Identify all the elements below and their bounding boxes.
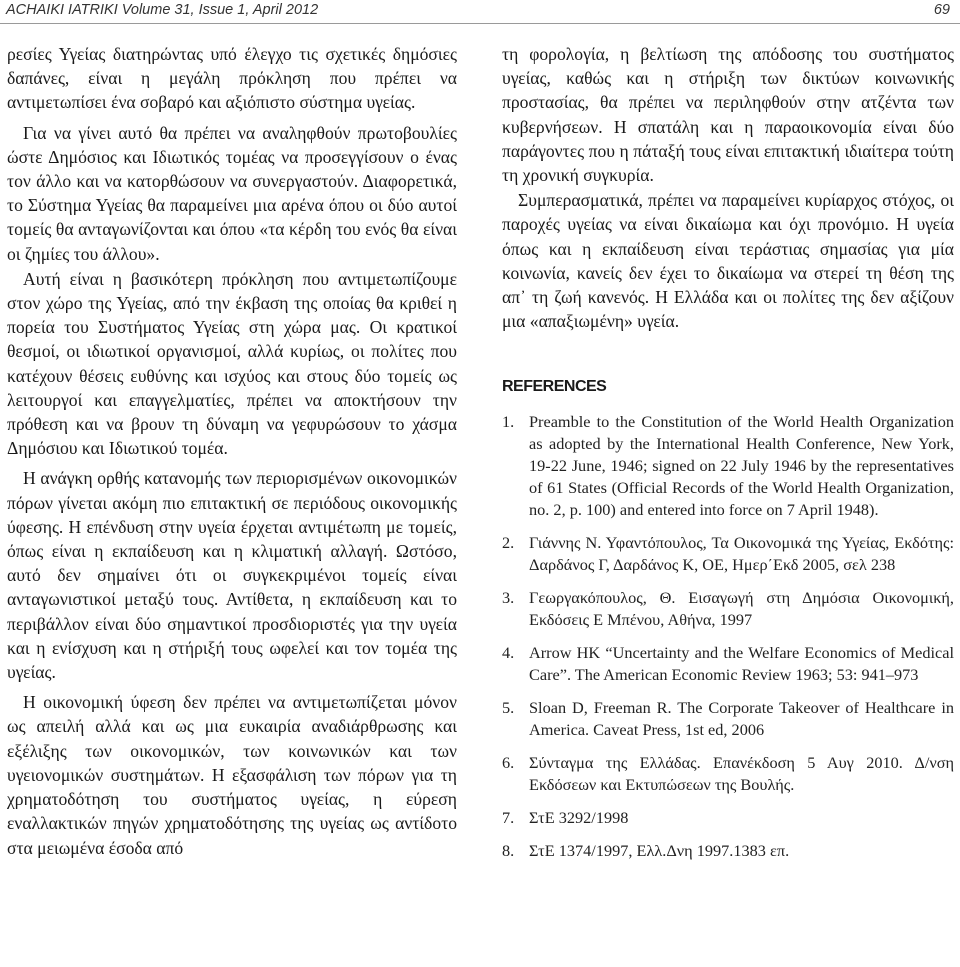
reference-number: 2. — [502, 533, 515, 553]
header-rule — [0, 23, 960, 24]
left-column — [7, 42, 457, 860]
paragraph: Συμπερασματικά, πρέπει να παραμείνει κυρίαρχος στόχος, οι παροχές υγείας να είναι δικαίωμα και όχι προνόμιο. Η υγεία όπως και η εκπαίδευση είναι τεράστιας σημασίας για μία κοινωνία, κανείς δεν έχει το δικαίωμα να στερεί τη θέση της απ᾽ τη ζωή κανενός. Η Ελλάδα και οι πολίτες της δεν αξίζουν μια «απαξιωμένη» υγεία. — [502, 190, 954, 332]
reference-number: 7. — [502, 808, 515, 828]
reference-item — [502, 411, 954, 521]
reference-text: Preamble to the Constitution of the World Health Organization as adopted by the International Health Conference, New York, 19-22 June, 1946; signed on 22 July 1946 by the representatives of 61 States (Official Records of the World Health Organization, no. 2, p. 100) and entered into force on 7 April 1948). — [529, 412, 954, 520]
reference-text: ΣτΕ 3292/1998 — [529, 808, 629, 828]
paragraph: Για να γίνει αυτό θα πρέπει να αναληφθούν πρωτοβουλίες ώστε Δημόσιος και Ιδιωτικός τομέας να προσεγγίσουν ο ένας τον άλλο και να κατορθώσουν να συνεργαστούν. Διαφορετικά, το Σύστημα Υγείας θα παραμείνει μια αρένα όπου οι δύο αυτοί τομείς θα ανταγωνίζονται και όπου «τα κέρδη του ενός θα είναι οι ζημίες του άλλου». — [7, 122, 457, 264]
reference-item — [502, 642, 954, 686]
reference-item — [502, 587, 954, 631]
paragraph: τη φορολογία, η βελτίωση της απόδοσης του συστήματος υγείας, καθώς και η στήριξη των δικτύων κοινωνικής προστασίας, θα πρέπει να περιληφθούν στην ατζέντα των κυβερνήσεων. Η σπατάλη και η παραοικονομία είναι δύο παράγοντες που η πάταξή τους είναι επιτακτική ιδιαίτερα τούτη τη χρονική συγκυρία. — [502, 44, 954, 186]
reference-number: 5. — [502, 698, 515, 718]
journal-info: ACHAIKI IATRIKI Volume 31, Issue 1, April 2012 — [6, 2, 319, 18]
reference-item — [502, 697, 954, 741]
paragraph: Η ανάγκη ορθής κατανομής των περιορισμένων οικονομικών πόρων γίνεται ακόμη πιο επιτακτική σε περιόδους οικονομικής ύφεσης. Η επένδυση στην υγεία έρχεται αντιμέτωπη με τομείς, όπως είναι η εκπαίδευση και η κλιματική αλλαγή. Ωστόσο, αυτό δεν σημαίνει ότι οι συγκεκριμένοι τομείς είναι ανταγωνιστικοί μεταξύ τους. Αντίθετα, η εκπαίδευση και το περιβάλλον είναι δύο σημαντικοί προσδιοριστές για την υγεία και η ενίσχυση και η στήριξή τους ωφελεί και τον τομέα της υγείας. — [7, 468, 457, 683]
reference-item — [502, 532, 954, 576]
reference-number: 6. — [502, 753, 515, 773]
reference-text: Γιάννης Ν. Υφαντόπουλος, Τα Οικονομικά της Υγείας, Εκδότης: Δαρδάνος Γ, Δαρδάνος Κ, ΟΕ, Ημερ΄Εκδ 2005, σελ 238 — [529, 533, 954, 575]
reference-item — [502, 807, 954, 829]
right-column — [502, 42, 954, 873]
references-heading: REFERENCES — [502, 378, 607, 396]
reference-text: ΣτΕ 1374/1997, Ελλ.Δνη 1997.1383 επ. — [529, 841, 790, 861]
paragraph: Αυτή είναι η βασικότερη πρόκληση που αντιμετωπίζουμε στον χώρο της Υγείας, από την έκβαση της οποίας θα κριθεί η πορεία του Συστήματος Υγείας στη χώρα μας. Οι κρατικοί θεσμοί, οι ιδιωτικοί οργανισμοί, αλλά κυρίως, οι πολίτες που κατέχουν θέσεις ευθύνης και ισχύος και στους δύο τομείς ως λειτουργοί και επαγγελματίες, πρέπει να αποκτήσουν την πρόθεση και να βρουν τη δύναμη να γεφυρώσουν το χάσμα Δημόσιου και Ιδιωτικού τομέα. — [7, 268, 457, 459]
reference-text: Sloan D, Freeman R. The Corporate Takeover of Healthcare in America. Caveat Press, 1st ed, 2006 — [529, 698, 954, 740]
page-header — [0, 0, 960, 24]
page-number: 69 — [933, 2, 950, 18]
paragraph: ρεσίες Υγείας διατηρώντας υπό έλεγχο τις σχετικές δημόσιες δαπάνες, είναι η μεγάλη πρόκληση που πρέπει να αντιμετωπίσει ένα σοβαρό και αξιόπιστο σύστημα υγείας. — [7, 44, 457, 113]
references-list — [502, 411, 954, 862]
reference-text: Σύνταγμα της Ελλάδας. Επανέκδοση 5 Αυγ 2010. Δ/νση Εκδόσεων και Εκτυπώσεων της Βουλής. — [529, 753, 954, 795]
reference-number: 1. — [502, 412, 515, 432]
reference-number: 8. — [502, 841, 515, 861]
paragraph: Η οικονομική ύφεση δεν πρέπει να αντιμετωπίζεται μόνον ως απειλή αλλά και ως μια ευκαιρία αναδιάρθρωσης και εξέλιξης των οικονομικών, των κοινωνικών και των υγειονομικών συστημάτων. Η εξασφάλιση των πόρων για τη χρηματοδότηση του συστήματος υγείας, η εύρεση εναλλακτικών πηγών χρηματοδότησης της υγείας ως αντίδοτο στα μειωμένα έσοδα από — [7, 692, 457, 858]
reference-text: Arrow HK “Uncertainty and the Welfare Economics of Medical Care”. The American Economic Review 1963; 53: 941–973 — [529, 643, 954, 685]
reference-item — [502, 752, 954, 796]
reference-number: 4. — [502, 643, 515, 663]
reference-number: 3. — [502, 588, 515, 608]
reference-item — [502, 840, 954, 862]
reference-text: Γεωργακόπουλος, Θ. Εισαγωγή στη Δημόσια Οικονομική, Εκδόσεις Ε Μπένου, Αθήνα, 1997 — [529, 588, 954, 630]
